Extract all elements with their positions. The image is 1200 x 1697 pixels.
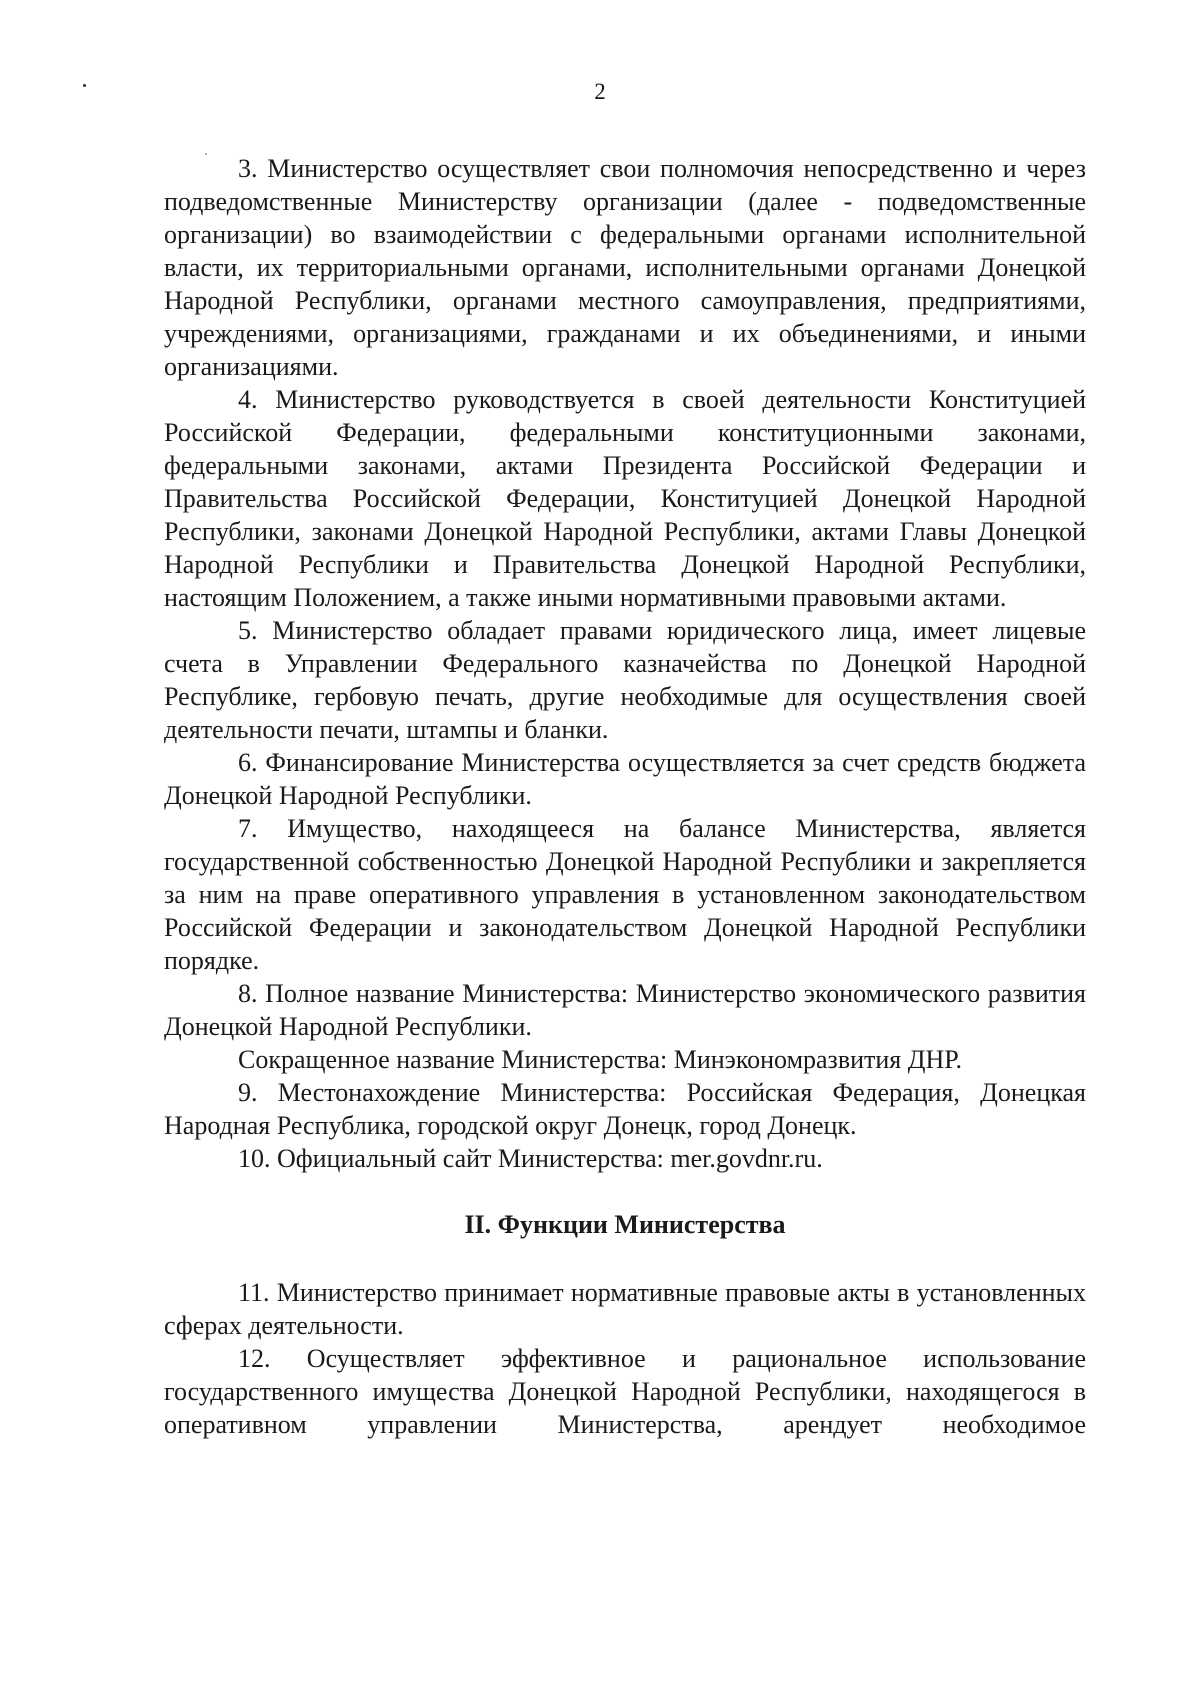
paragraph-3: 3. Министерство осуществляет свои полномочия непосредственно и через подведомственные Министерству организации (далее - подведомственные организации) во взаимодействии с федеральными органами исполнительной власти, их территориальными органами, исполнительными органами Донецкой Народной Республики, органами местного самоуправления, предприятиями, учреждениями, организациями, гражданами и их объединениями, и иными организациями. [164, 154, 1086, 381]
page-number: 2 [594, 79, 606, 104]
paragraph-7: 7. Имущество, находящееся на балансе Министерства, является государственной собственностью Донецкой Народной Республики и закрепляется за ним на праве оперативного управления в установленном законодательством Российской Федерации и законодательством Донецкой Народной Республики порядке. [164, 814, 1086, 975]
paragraph-6: 6. Финансирование Министерства осуществляется за счет средств бюджета Донецкой Народной Республики. [164, 748, 1086, 810]
paragraph-12: 12. Осуществляет эффективное и рациональное использование государственного имущества Донецкой Народной Республики, находящегося в оперативном управлении Министерства, арендует необходимое [164, 1344, 1086, 1439]
paragraph-10: 10. Официальный сайт Министерства: mer.govdnr.ru. [238, 1144, 823, 1173]
paragraph-11: 11. Министерство принимает нормативные правовые акты в установленных сферах деятельности. [164, 1278, 1086, 1340]
document-body [164, 152, 1086, 1441]
paragraph-4: 4. Министерство руководствуется в своей деятельности Конституцией Российской Федерации, федеральными конституционными законами, федеральными законами, актами Президента Российской Федерации и Правительства Российской Федерации, Конституцией Донецкой Народной Республики, законами Донецкой Народной Республики, актами Главы Донецкой Народной Республики и Правительства Донецкой Народной Республики, настоящим Положением, а также иными нормативными правовыми актами. [164, 385, 1086, 612]
paragraph-5: 5. Министерство обладает правами юридического лица, имеет лицевые счета в Управлении Федерального казначейства по Донецкой Народной Республике, гербовую печать, другие необходимые для осуществления своей деятельности печати, штампы и бланки. [164, 616, 1086, 744]
paragraph-9: 9. Местонахождение Министерства: Российская Федерация, Донецкая Народная Республика, городской округ Донецк, город Донецк. [164, 1078, 1086, 1140]
paragraph-8: 8. Полное название Министерства: Министерство экономического развития Донецкой Народной Республики. [164, 979, 1086, 1041]
section-heading: II. Функции Министерства [464, 1210, 786, 1239]
paragraph-8-short-name: Сокращенное название Министерства: Минэкономразвития ДНР. [238, 1045, 962, 1074]
